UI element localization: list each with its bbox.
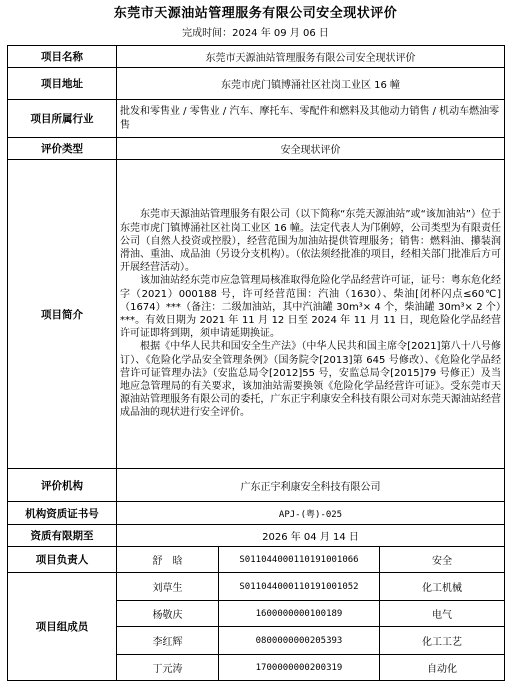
- member-name: 李红辉: [117, 627, 219, 655]
- project-name-label: 项目名称: [8, 46, 117, 68]
- row-validity: [8, 525, 505, 547]
- summary-label: 项目简介: [8, 160, 117, 469]
- row-evaluation-type: [8, 138, 505, 160]
- project-address-value: 东莞市虎门镇博涌社区社岗工业区 16 幢: [117, 68, 505, 100]
- member-name: 丁元涛: [117, 655, 219, 681]
- member-role: 电气: [380, 601, 505, 627]
- row-summary: [8, 160, 505, 469]
- summary-paragraph: 根据《中华人民共和国安全生产法》（中华人民共和国主席令[2021]第八十八号修订）、《危险化学品安全管理条例》（国务院令[2013]第 645 号修改）、《危险化学品经营许可证管理办法》（安监总局令[2012]55 号，安监总局令[2015]79 号修正）及当地应急管理局的有关要求，该加油站需要换领《危险化学品经营许可证》。受东莞市天源油站管理服务有限公司的委托，广东正宇利康安全科技有限公司对东莞天源油站经营成品油的现状进行安全评价。: [120, 341, 502, 419]
- project-name-value: 东莞市天源油站管理服务有限公司安全现状评价: [117, 46, 505, 68]
- row-project-name: [8, 46, 505, 68]
- leader-label: 项目负责人: [8, 547, 117, 573]
- member-name: 杨敬庆: [117, 601, 219, 627]
- agency-value: 广东正宇利康安全科技有限公司: [117, 469, 505, 502]
- row-industry: [8, 100, 505, 138]
- row-agency: [8, 469, 505, 502]
- industry-value: 批发和零售业 / 零售业 / 汽车、摩托车、零配件和燃料及其他动力销售 / 机动车燃油零售: [117, 100, 505, 138]
- member-role: 自动化: [380, 655, 505, 681]
- evaluation-type-label: 评价类型: [8, 138, 117, 160]
- member-role: 化工工艺: [380, 627, 505, 655]
- agency-label: 评价机构: [8, 469, 117, 502]
- row-leader: [8, 547, 505, 573]
- leader-cert: S011044000110191001066: [219, 547, 380, 573]
- summary-content: [117, 160, 505, 469]
- leader-name: 舒 晗: [117, 547, 219, 573]
- leader-role: 安全: [380, 547, 505, 573]
- industry-label: 项目所属行业: [8, 100, 117, 138]
- completion-label: 完成时间：: [182, 28, 233, 39]
- document-title: 东莞市天源油站管理服务有限公司安全现状评价: [113, 6, 398, 21]
- member-cert: 0800000000205393: [219, 627, 380, 655]
- member-cert: 1600000000100189: [219, 601, 380, 627]
- evaluation-type-value: 安全现状评价: [117, 138, 505, 160]
- certificate-label: 机构资质证书号: [8, 502, 117, 525]
- validity-value: 2026 年 04 月 14 日: [117, 525, 505, 547]
- member-name: 刘草生: [117, 573, 219, 601]
- validity-label: 资质有限期至: [8, 525, 117, 547]
- member-role: 化工机械: [380, 573, 505, 601]
- project-address-label: 项目地址: [8, 68, 117, 100]
- evaluation-info-table: [7, 45, 505, 681]
- completion-date-line: [0, 26, 511, 42]
- certificate-value: APJ-(粤)-025: [117, 502, 505, 525]
- member-cert: 1700000000200319: [219, 655, 380, 681]
- member-cert: S011044000110191001052: [219, 573, 380, 601]
- members-label: 项目组成员: [8, 573, 117, 681]
- row-certificate: [8, 502, 505, 525]
- row-project-address: [8, 68, 505, 100]
- summary-paragraph: 该加油站经东莞市应急管理局核准取得危险化学品经营许可证，证号：粤东危化经字（2021）000188 号，许可经营范围：汽油（1630）、柴油[闭杯闪点≤60℃]（1674）***（备注：二级加油站，其中汽油罐 30m³× 4 个，柴油罐 30m³× 2 个）***。有效日期为 2021 年 11 月 12 日至 2024 年 11 月 11 日，现危险化学品经营许可证即将到期，须申请延期换证。: [120, 275, 502, 340]
- summary-paragraph: 东莞市天源油站管理服务有限公司（以下简称“东莞天源油站”或“该加油站”）位于东莞市虎门镇博涌社区社岗工业区 16 幢。法定代表人为邝俐婷，公司类型为有限责任公司（自然人投资或控股），经营范围为加油站提供管理服务；销售：燃料油、攥装润滑油、重油、成品油（另设分支机构）。（依法须经批准的项目，经相关部门批准后方可开展经营活动）。: [120, 209, 502, 274]
- member-row: [8, 573, 505, 601]
- completion-date: 2024 年 09 月 06 日: [232, 28, 329, 39]
